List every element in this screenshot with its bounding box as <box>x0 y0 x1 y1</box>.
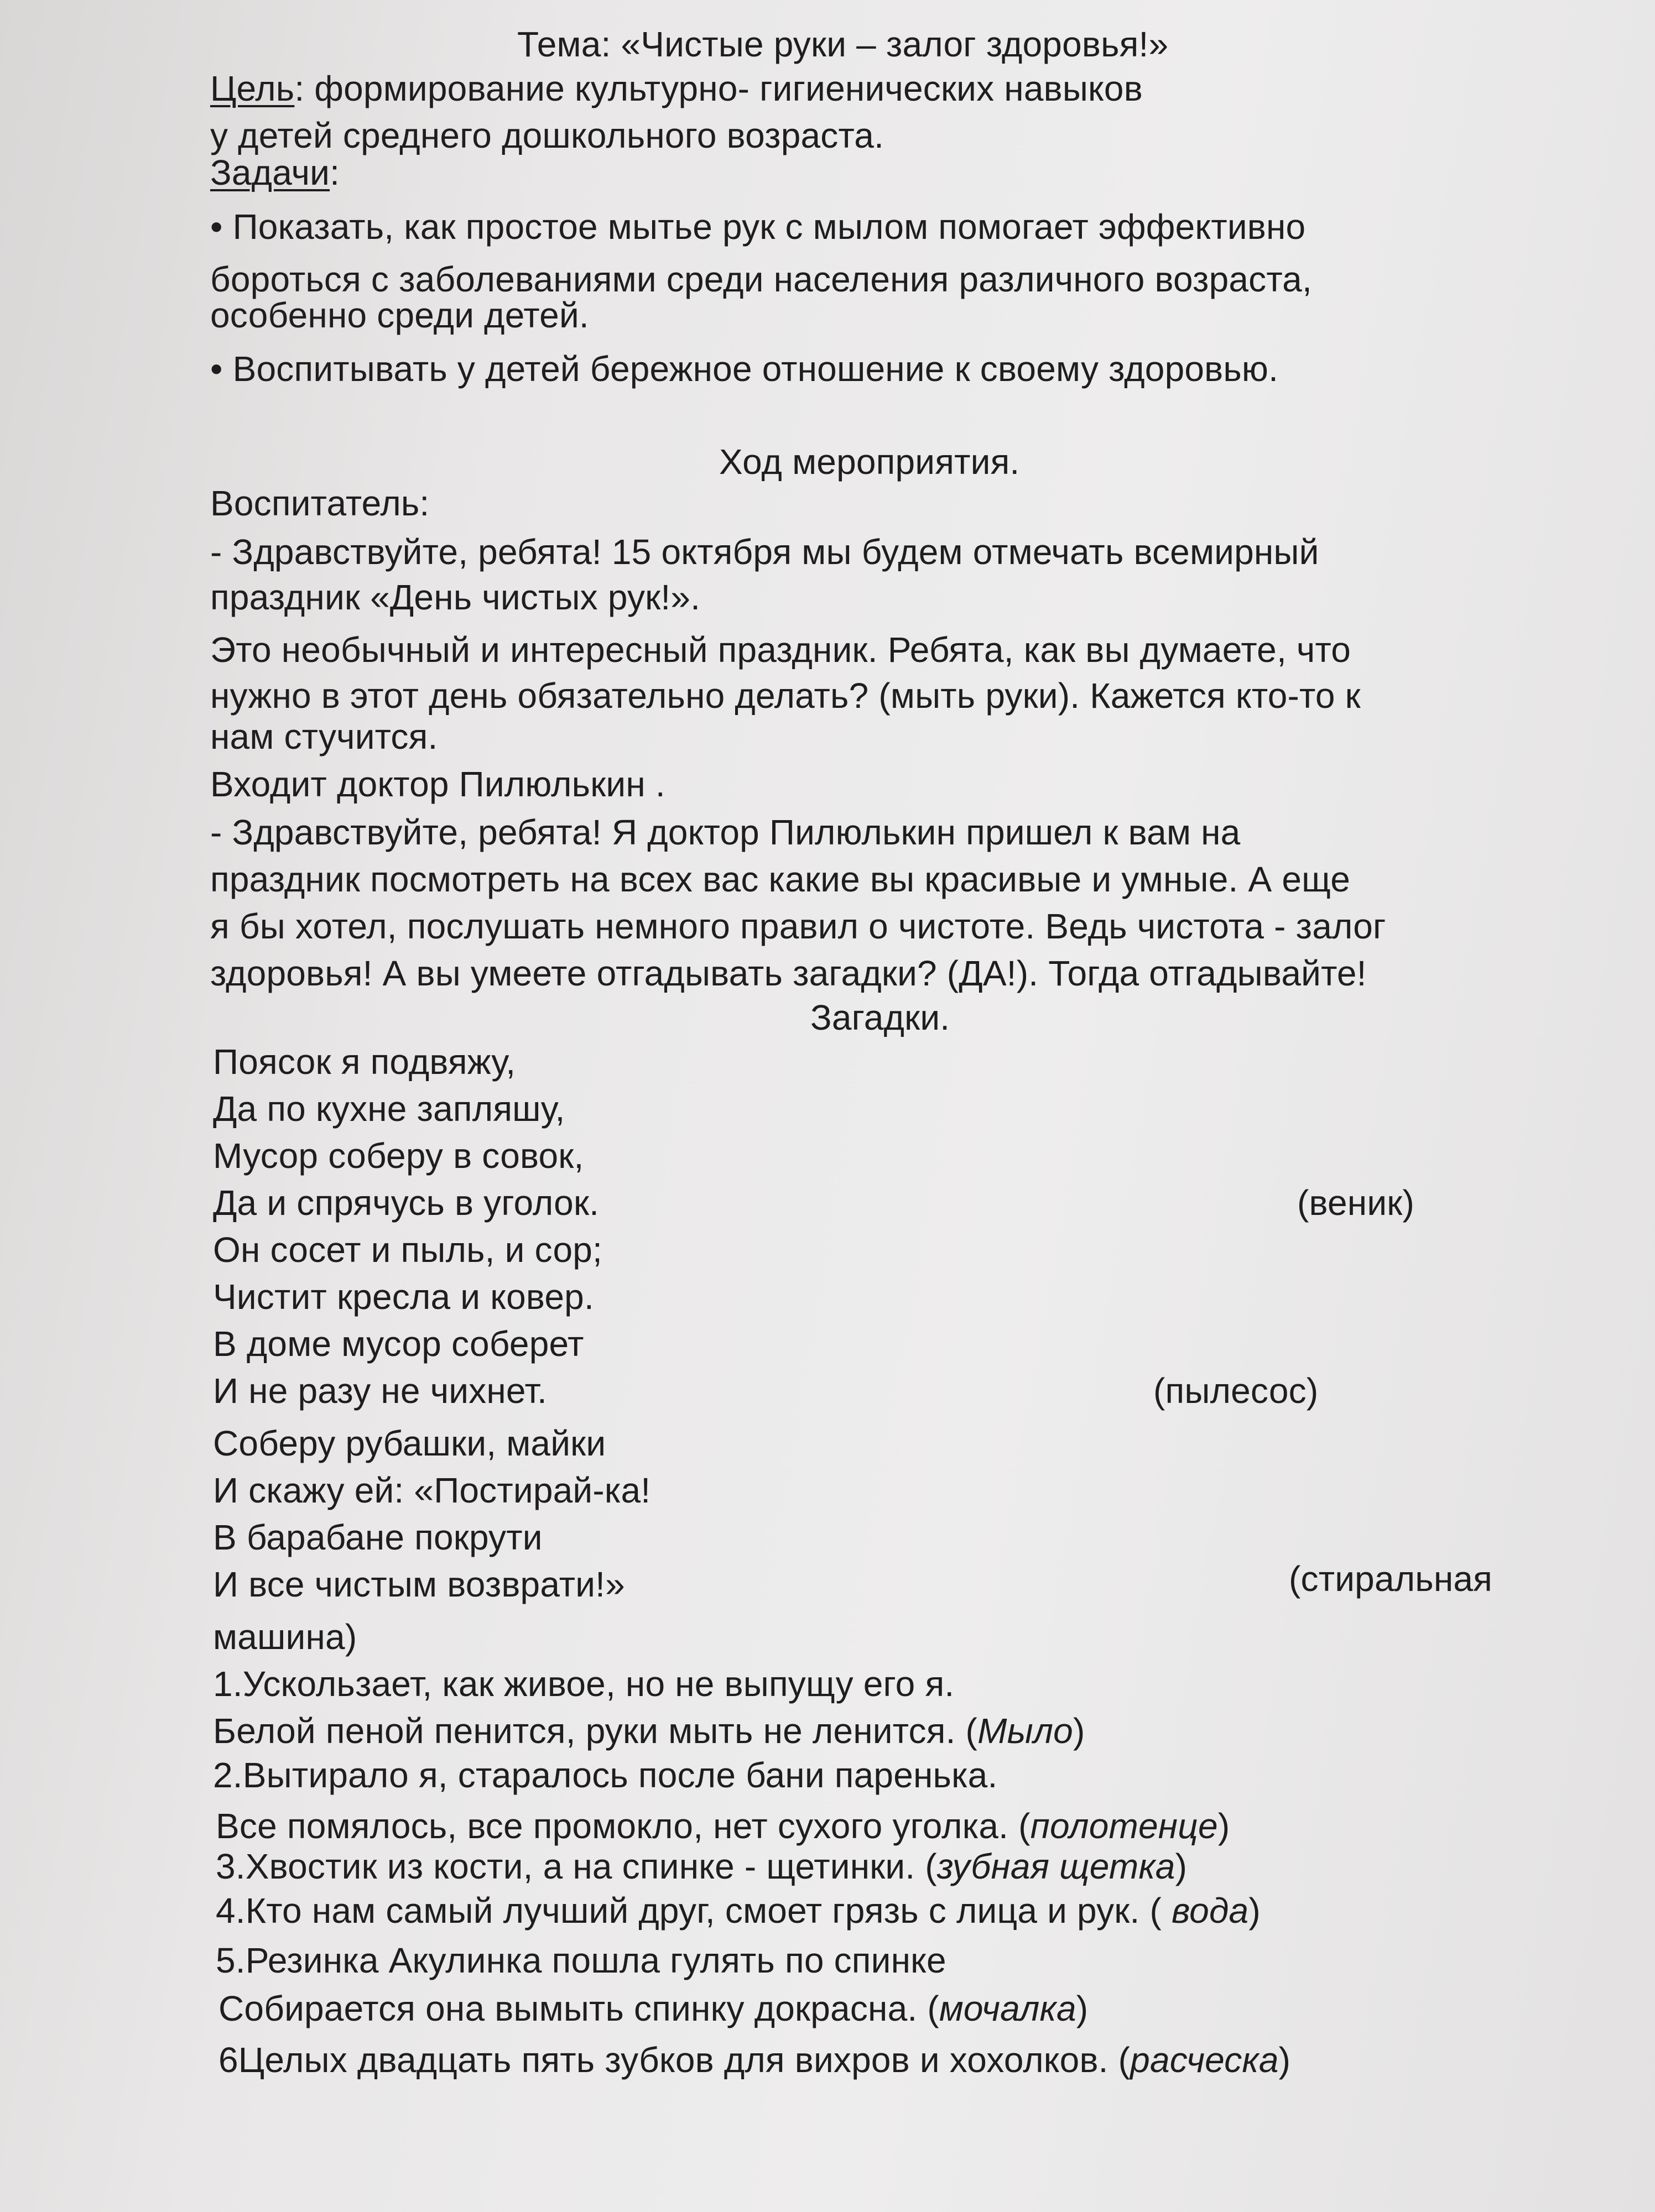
event-line: здоровья! А вы умеете отгадывать загадки? (ДА!). Тогда отгадывайте! <box>210 953 1367 993</box>
riddle-close: ) <box>1175 1846 1188 1886</box>
event-line: праздник посмотреть на всех вас какие вы красивые и умные. А еще <box>210 859 1351 899</box>
riddle-verse-line: Да и спрячусь в уголок. <box>213 1183 600 1223</box>
goal-text: : формирование культурно- гигиенических навыков <box>294 69 1143 108</box>
goal-line-1 <box>210 66 1143 111</box>
riddle-text: 6Целых двадцать пять зубков для вихров и хохолков. ( <box>218 2040 1131 2080</box>
task-line: • Воспитывать у детей бережное отношение к своему здоровью. <box>210 349 1279 389</box>
task-line: бороться с заболеваниями среди населения различного возраста, <box>210 259 1312 299</box>
event-line: - Здравствуйте, ребята! Я доктор Пилюлькин пришел к вам на <box>210 812 1241 852</box>
riddle-answer: Мыло <box>977 1711 1073 1751</box>
riddles-heading: Загадки. <box>810 998 950 1037</box>
riddle-answer: мочалка <box>939 1989 1076 2028</box>
riddle-line: 5.Резинка Акулинка пошла гулять по спинке <box>216 1940 946 1980</box>
riddle-verse-line: В доме мусор соберет <box>213 1324 584 1364</box>
riddle-verse-line: И скажу ей: «Постирай-ка! <box>213 1470 651 1510</box>
riddle-text: 4.Кто нам самый лучший друг, смоет грязь с лица и рук. ( <box>216 1891 1172 1931</box>
riddle-answer: вода <box>1171 1891 1249 1931</box>
riddle-verse-line: В барабане покрути <box>213 1517 543 1557</box>
goal-label: Цель <box>210 69 295 108</box>
tasks-colon: : <box>330 153 340 192</box>
event-line: Воспитатель: <box>210 483 430 523</box>
riddle-verse-line: Да по кухне запляшу, <box>213 1089 565 1129</box>
event-line: - Здравствуйте, ребята! 15 октября мы будем отмечать всемирный <box>210 532 1319 572</box>
riddle-close: ) <box>1248 1891 1261 1931</box>
event-line: праздник «День чистых рук!». <box>210 577 701 617</box>
riddle-line <box>218 1986 1088 2031</box>
event-line: я бы хотел, послушать немного правил о чистоте. Ведь чистота - залог <box>210 906 1386 946</box>
riddle-verse-line: Он сосет и пыль, и сор; <box>213 1230 603 1270</box>
riddle-line <box>216 1888 1261 1933</box>
riddle-answer: (пылесос) <box>1153 1371 1319 1411</box>
riddle-verse-line: Чистит кресла и ковер. <box>213 1277 594 1317</box>
task-line: • Показать, как простое мытье рук с мылом помогает эффективно <box>210 207 1306 247</box>
riddle-close: ) <box>1076 1989 1089 2028</box>
riddle-close: ) <box>1073 1711 1085 1751</box>
tasks-heading <box>210 150 340 195</box>
goal-line-2: у детей среднего дошкольного возраста. <box>210 116 884 155</box>
riddle-line <box>216 1804 1230 1848</box>
task-line: особенно среди детей. <box>210 295 589 335</box>
riddle-answer: (стиральная <box>1289 1559 1493 1599</box>
document-title: Тема: «Чистые руки – залог здоровья!» <box>517 24 1169 64</box>
riddle-line <box>218 2038 1290 2082</box>
event-line: нам стучится. <box>210 717 438 757</box>
riddle-verse-line: И не разу не чихнет. <box>213 1371 547 1411</box>
riddle-text: Все помялось, все промокло, нет сухого уголка. ( <box>216 1806 1031 1846</box>
tasks-label: Задачи <box>210 153 330 192</box>
riddle-text: Белой пеной пенится, руки мыть не ленится. ( <box>213 1711 978 1751</box>
riddle-close: ) <box>1278 2040 1291 2080</box>
riddle-answer: расческа <box>1130 2040 1279 2080</box>
event-line: Входит доктор Пилюлькин . <box>210 764 665 804</box>
riddle-verse-line: Поясок я подвяжу, <box>213 1042 516 1082</box>
riddle-close: ) <box>1217 1806 1230 1846</box>
riddle-verse-line: И все чистым возврати!» <box>213 1564 625 1604</box>
riddle-line <box>216 1844 1187 1888</box>
riddle-verse-line: Соберу рубашки, майки <box>213 1423 606 1463</box>
event-line: Это необычный и интересный праздник. Ребята, как вы думаете, что <box>210 630 1351 670</box>
event-line: нужно в этот день обязательно делать? (мыть руки). Кажется кто-то к <box>210 676 1361 716</box>
riddle-answer: зубная щетка <box>936 1846 1175 1886</box>
riddle-text: 3.Хвостик из кости, а на спинке - щетинки. ( <box>216 1846 937 1886</box>
riddle-line <box>213 1709 1085 1753</box>
riddle-line: 1.Ускользает, как живое, но не выпущу его я. <box>213 1664 955 1704</box>
riddle-answer: (веник) <box>1297 1183 1414 1223</box>
riddle-line: 2.Вытирало я, старалось после бани паренька. <box>213 1755 998 1795</box>
event-heading: Ход мероприятия. <box>719 442 1020 482</box>
riddle-answer: полотенце <box>1030 1806 1218 1846</box>
riddle-verse-line: машина) <box>213 1617 357 1657</box>
riddle-text: Собирается она вымыть спинку докрасна. ( <box>218 1989 939 2028</box>
riddle-verse-line: Мусор соберу в совок, <box>213 1136 584 1176</box>
